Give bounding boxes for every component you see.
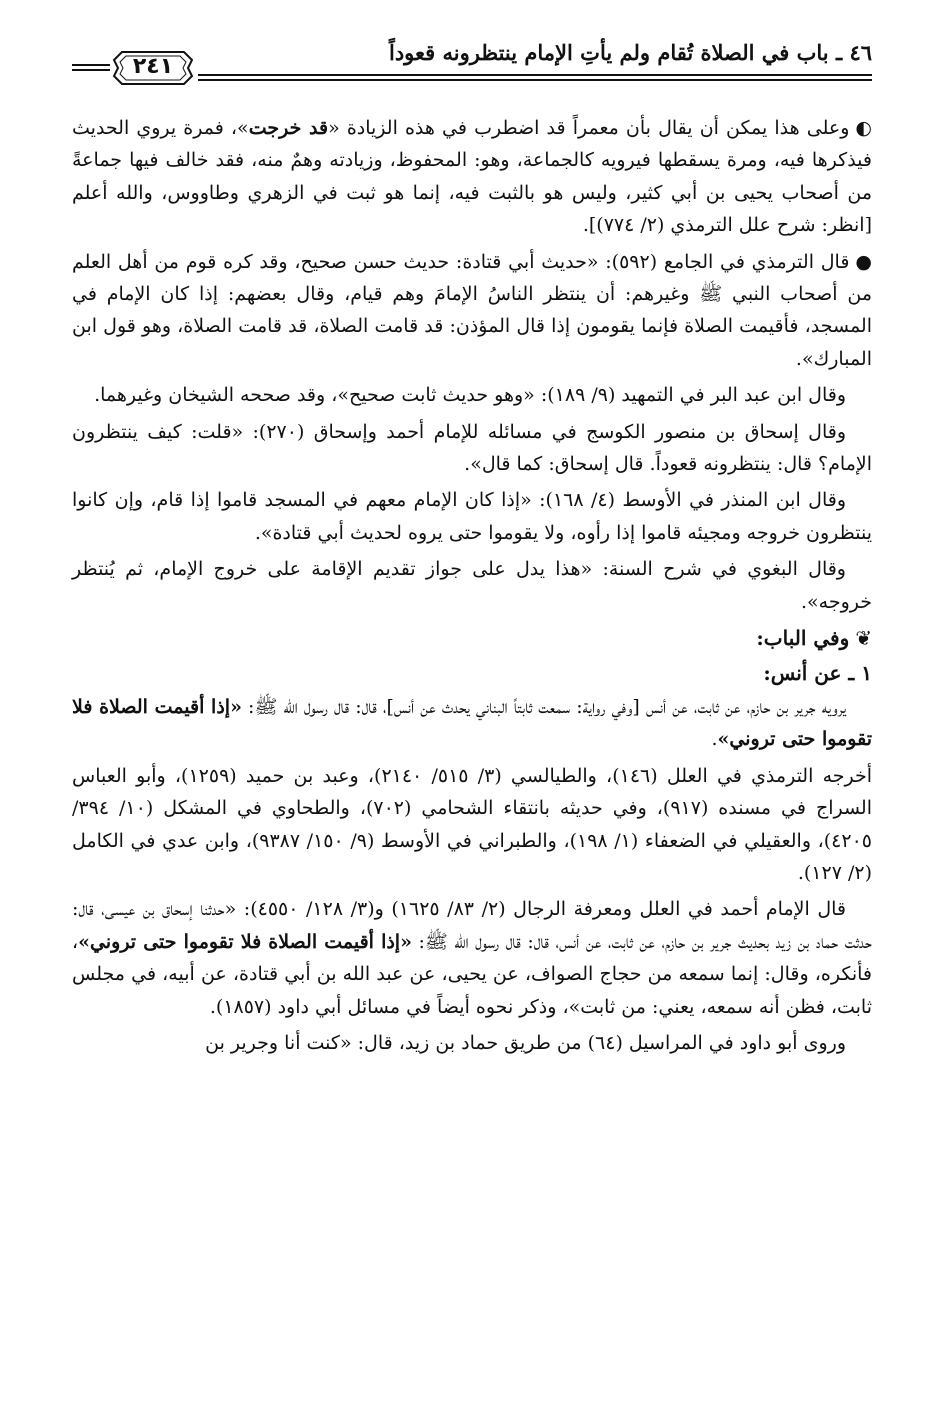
paragraph: ●قال الترمذي في الجامع (٥٩٢): «حديث أبي قتادة: حديث حسن صحيح، وقد كره قوم من أهل العلم من أصحاب النبي ﷺ وغيرهم: أن ينتظر الناسُ الإمامَ وهم قيام، وقال بعضهم: إذا كان الإمام في المسجد، فأقيمت الصلاة فإنما يقومون إذا قال المؤذن: قد قامت الصلاة، قد قامت الصلاة، وهو قول ابن المبارك». xyxy=(72,246,872,376)
paragraph: وروى أبو داود في المراسيل (٦٤) من طريق حماد بن زيد، قال: «كنت أنا وجرير بن xyxy=(205,1031,846,1054)
header-rule-left xyxy=(72,64,110,71)
paragraph: وقال إسحاق بن منصور الكوسج في مسائله للإمام أحمد وإسحاق (٢٧٠): «قلت: كيف ينتظرون الإمام؟ قال: ينتظرونه قعوداً. قال إسحاق: كما قال». xyxy=(72,420,872,476)
main-text xyxy=(72,112,872,1063)
paragraph: أخرجه الترمذي في العلل (١٤٦)، والطيالسي (٣/ ٥١٥/ ٢١٤٠)، وعبد بن حميد (١٢٥٩)، وأبو العباس السراج في مسنده (٩١٧)، وفي حديثه بانتقاء الشحامي (٧٠٢)، والطحاوي في المشكل (١٠/ ٣٩٤/ ٤٢٠٥)، والعقيلي في الضعفاء (١/ ١٩٨)، والطبراني في الأوسط (٩/ ١٥٠/ ٩٣٨٧)، وابن عدي في الكامل (٢/ ١٢٧). xyxy=(72,764,873,884)
fleuron-icon: ❦ xyxy=(855,626,872,651)
paragraph: وقال ابن المنذر في الأوسط (٤/ ١٦٨): «إذا كان الإمام معهم في المسجد قاموا إذا قام، وإن كانوا ينتظرون خروجه ومجيئه قاموا إذا رأوه، ولا يقوموا حتى يروه لحديث أبي قتادة». xyxy=(72,489,872,544)
page-number-badge xyxy=(112,48,194,88)
page-header xyxy=(72,30,872,94)
running-title: ٤٦ ـ باب في الصلاة تُقام ولم يأتِ الإمام ينتظرونه قعوداً xyxy=(389,40,872,65)
section-heading: ❦وفي الباب: xyxy=(72,622,872,654)
paragraph: ◐وعلى هذا يمكن أن يقال بأن معمراً قد اضطرب في هذه الزيادة «قد خرجت»، فمرة يروي الحديث فيذكرها فيه، ومرة يسقطها فيرويه كالجماعة، وهو: المحفوظ، وزيادته وهمٌ منه، فقد خالف فيها جماعةً من أصحاب يحيى بن أبي كثير، وليس هو بالثبت فيه، إنما هو ثبت في الزهري وطاووس، والله أعلم [انظر: شرح علل الترمذي (٢/ ٧٧٤)]. xyxy=(72,112,872,242)
paragraph: وقال ابن عبد البر في التمهيد (٩/ ١٨٩): «وهو حديث ثابت صحيح»، وقد صححه الشيخان وغيرهما. xyxy=(94,384,846,407)
header-rule-right xyxy=(198,74,872,81)
paragraph: قال الإمام أحمد في العلل ومعرفة الرجال (٢/ ٨٣/ ١٦٢٥) و(٣/ ١٢٨/ ٤٥٥٠): «حدثنا إسحاق بن عيسى، قال: حدثت حماد بن زيد بحديث جرير بن حازم، عن ثابت، عن أنس، قال: قال رسول الله ﷺ: «إذا أقيمت الصلاة فلا تقوموا حتى تروني»، فأنكره، وقال: إنما سمعه من حجاج الصواف، عن يحيى، عن عبد الله بن أبي قتادة، عن أبيه، في مجلس ثابت، فظن أنه سمعه، يعني: من ثابت»، وذكر نحوه أيضاً في مسائل أبي داود (١٨٥٧). xyxy=(72,898,872,1018)
paragraph: وقال البغوي في شرح السنة: «هذا يدل على جواز تقديم الإقامة على خروج الإمام، ثم يُنتظر خروجه». xyxy=(72,558,872,613)
page-number: ٢٤١ xyxy=(132,54,174,79)
half-circle-bullet-icon: ◐ xyxy=(855,117,873,139)
bullet-icon: ● xyxy=(855,250,872,273)
section-subheading: ١ ـ عن أنس: xyxy=(763,660,872,685)
paragraph: يرويه جرير بن حازم، عن ثابت، عن أنس [وفي رواية: سمعت ثابتاً البناني يحدث عن أنس]، قال: قال رسول الله ﷺ: «إذا أقيمت الصلاة فلا تقوموا حتى تروني». xyxy=(72,695,872,751)
